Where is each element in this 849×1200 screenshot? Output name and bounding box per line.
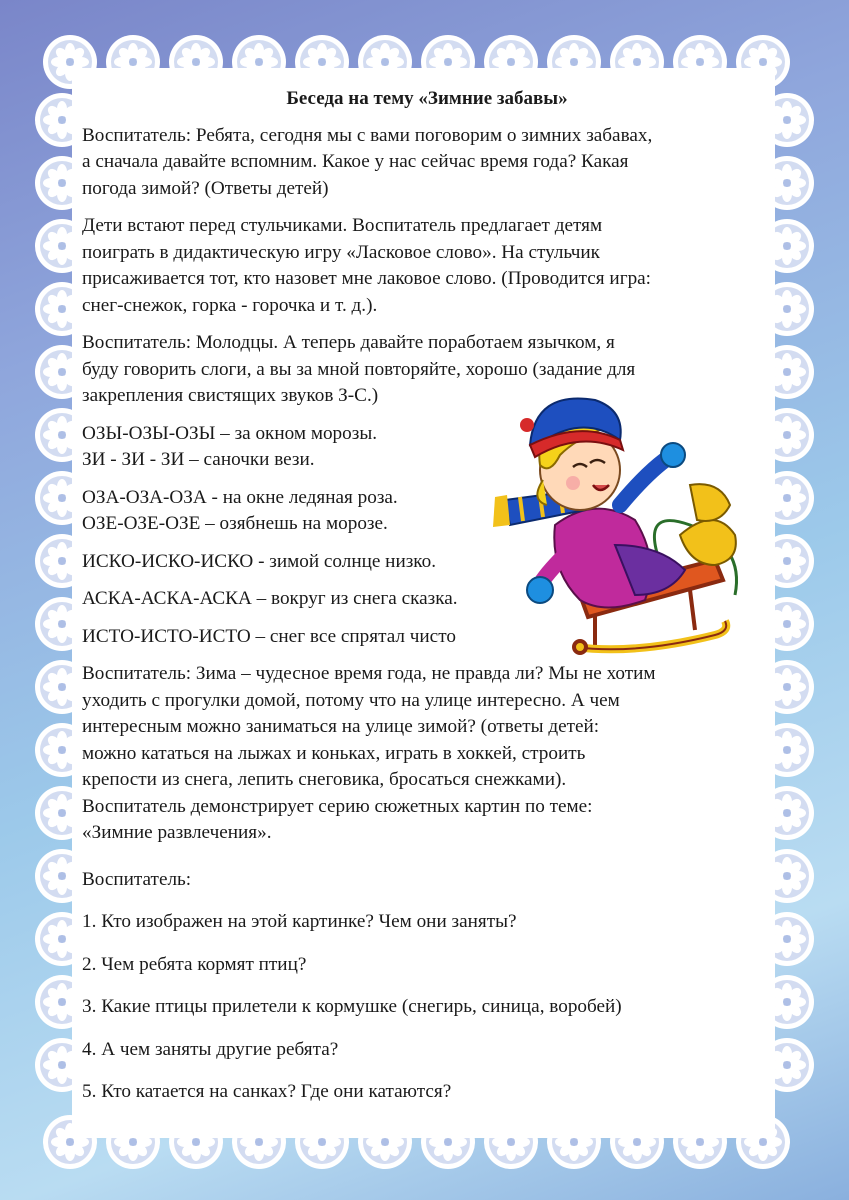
- text-line: буду говорить слоги, а вы за мной повторяйте, хорошо (задание для: [82, 358, 636, 380]
- text-line: интересным можно заниматься на улице зимой? (ответы детей:: [82, 716, 600, 737]
- rhyme-block: [82, 485, 772, 538]
- rhyme-line: ЗИ - ЗИ - ЗИ – саночки вези.: [82, 449, 315, 470]
- rhyme-block: [82, 624, 772, 651]
- question-item: 5. Кто катается на санках? Где они катаются?: [82, 1081, 452, 1102]
- text-line: снег-снежок, горка - горочка и т. д.).: [82, 294, 378, 316]
- text-line: погода зимой? (Ответы детей): [82, 177, 329, 199]
- rhyme-line: ОЗА-ОЗА-ОЗА - на окне ледяная роза.: [82, 486, 398, 508]
- paragraph-intro: [82, 123, 772, 203]
- text-line: Воспитатель: Ребята, сегодня мы с вами поговорим о зимних забавах,: [82, 124, 653, 146]
- rhyme-block: [82, 421, 772, 474]
- rhyme-block: [82, 549, 772, 576]
- text-line: Дети встают перед стульчиками. Воспитатель предлагает детям: [82, 215, 603, 236]
- page-title: Беседа на тему «Зимние забавы»: [286, 88, 568, 109]
- document-body: [82, 86, 772, 1122]
- paragraph-winter-activities: [82, 661, 772, 847]
- text-line: Воспитатель: Зима – чудесное время года, не правда ли? Мы не хотим: [82, 663, 656, 684]
- text-line: закрепления свистящих звуков З-С.): [82, 385, 379, 406]
- teacher-label: Воспитатель:: [82, 868, 192, 890]
- rhyme-line: ОЗЕ-ОЗЕ-ОЗЕ – озябнешь на морозе.: [82, 513, 388, 534]
- question-item: 3. Какие птицы прилетели к кормушке (снегирь, синица, воробей): [82, 996, 622, 1017]
- text-line: уходить с прогулки домой, потому что на улице интересно. А чем: [82, 689, 620, 711]
- rhyme-block: [82, 586, 772, 613]
- text-line: Воспитатель: Молодцы. А теперь давайте поработаем язычком, я: [82, 332, 615, 353]
- question-item: 2. Чем ребята кормят птиц?: [82, 953, 307, 975]
- text-line: «Зимние развлечения».: [82, 822, 272, 843]
- question-item: 1. Кто изображен на этой картинке? Чем они заняты?: [82, 911, 517, 932]
- paragraph-game: [82, 213, 772, 319]
- text-line: можно кататься на лыжах и коньках, играть в хоккей, строить: [82, 742, 586, 764]
- paragraph-tongue-exercise: [82, 330, 772, 410]
- rhyme-line: ОЗЫ-ОЗЫ-ОЗЫ – за окном морозы.: [82, 422, 378, 444]
- rhyme-line: ИСКО-ИСКО-ИСКО - зимой солнце низко.: [82, 550, 437, 572]
- text-line: а сначала давайте вспомним. Какое у нас сейчас время года? Какая: [82, 151, 629, 172]
- rhyme-line: ИСТО-ИСТО-ИСТО – снег все спрятал чисто: [82, 625, 456, 647]
- text-line: поиграть в дидактическую игру «Ласковое слово». На стульчик: [82, 241, 600, 263]
- text-line: крепости из снега, лепить снеговика, бросаться снежками).: [82, 769, 567, 790]
- question-item: 4. А чем заняты другие ребята?: [82, 1038, 339, 1060]
- text-line: присаживается тот, кто назовет мне лаковое слово. (Проводится игра:: [82, 268, 652, 289]
- rhyme-line: АСКА-АСКА-АСКА – вокруг из снега сказка.: [82, 588, 458, 609]
- text-line: Воспитатель демонстрирует серию сюжетных картин по теме:: [82, 795, 593, 817]
